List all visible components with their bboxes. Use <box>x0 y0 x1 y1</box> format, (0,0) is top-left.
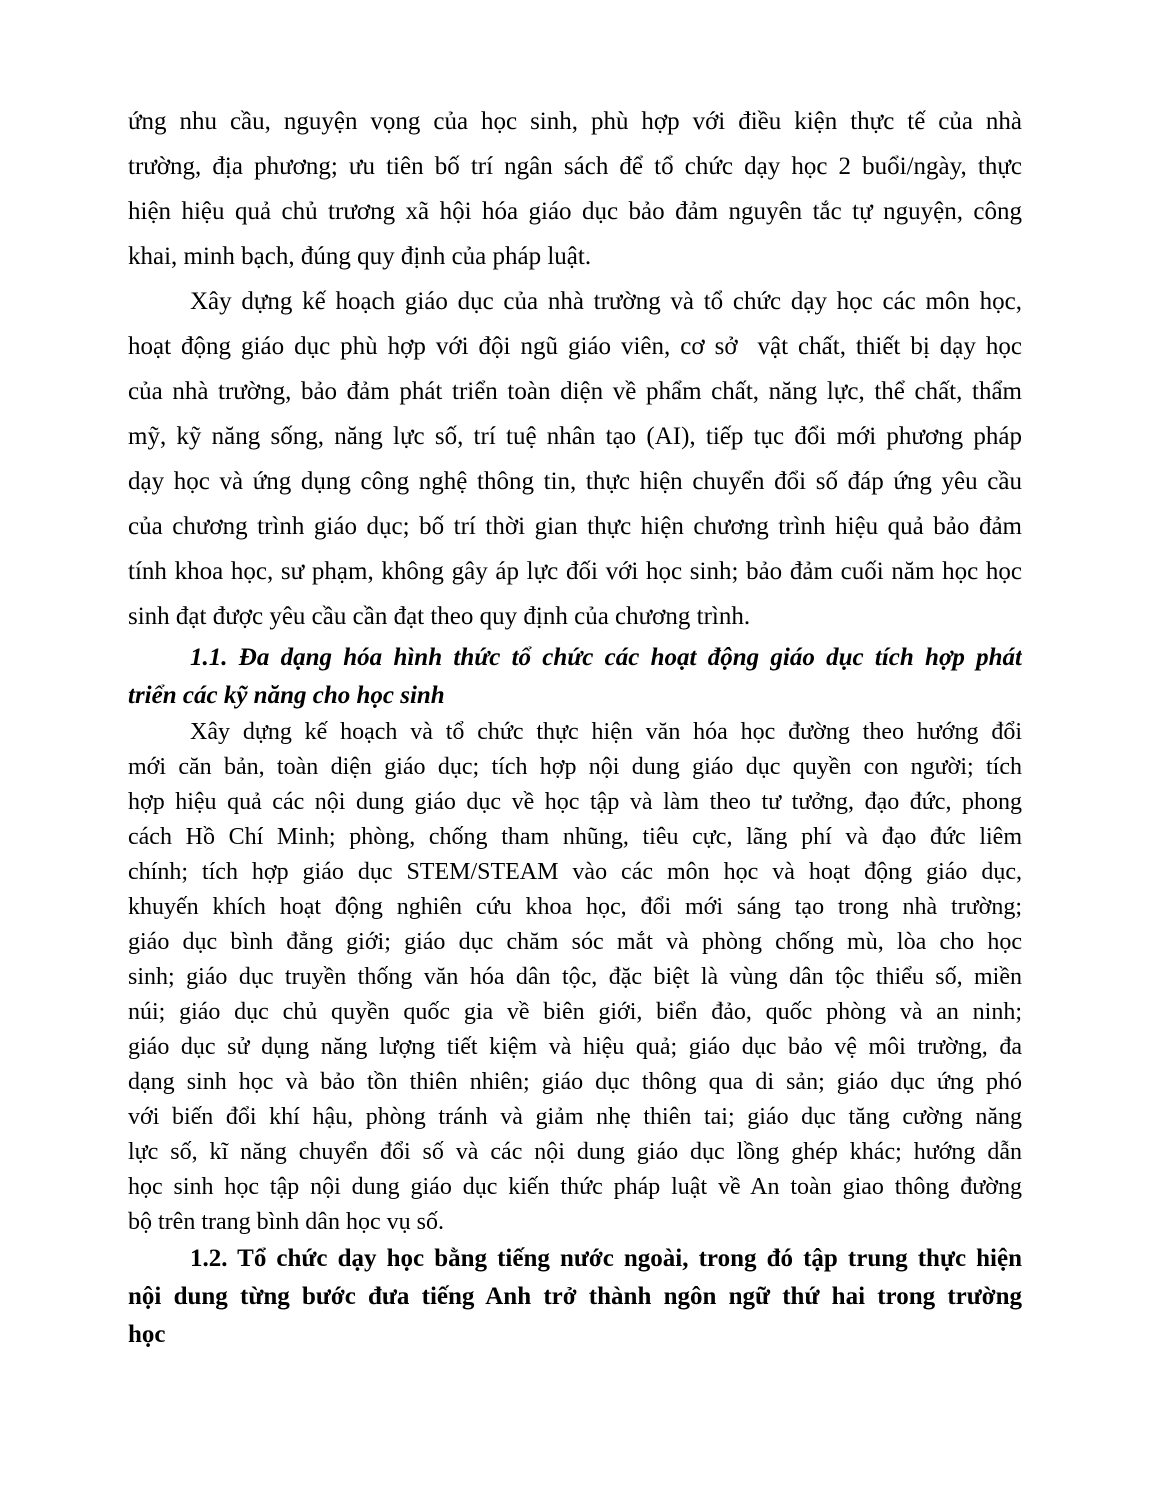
text-line: dạy học và ứng dụng công nghệ thông tin, thực hiện chuyển đổi số đáp ứng yêu cầu <box>128 468 1022 495</box>
text-line: của chương trình giáo dục; bố trí thời gian thực hiện chương trình hiệu quả bảo đảm <box>128 513 1022 540</box>
document-content <box>128 99 1022 1354</box>
text-line: lực số, kĩ năng chuyển đổi số và các nội dung giáo dục lồng ghép khác; hướng dẫn <box>128 1139 1022 1165</box>
text-line: của nhà trường, bảo đảm phát triển toàn diện về phẩm chất, năng lực, thể chất, thẩm <box>128 378 1022 405</box>
text-line: 1.1. Đa dạng hóa hình thức tổ chức các hoạt động giáo dục tích hợp phát <box>190 644 1022 671</box>
paragraph-education-plan <box>128 279 1022 639</box>
text-line: nội dung từng bước đưa tiếng Anh trở thành ngôn ngữ thứ hai trong trường <box>128 1283 1022 1310</box>
text-line: giáo dục bình đẳng giới; giáo dục chăm sóc mắt và phòng chống mù, lòa cho học <box>128 929 1022 955</box>
text-line: núi; giáo dục chủ quyền quốc gia về biên giới, biển đảo, quốc phòng và an ninh; <box>128 999 1022 1025</box>
paragraph-integrated-education <box>128 715 1022 1240</box>
text-line: ứng nhu cầu, nguyện vọng của học sinh, phù hợp với điều kiện thực tế của nhà <box>128 108 1022 135</box>
text-line: hợp hiệu quả các nội dung giáo dục về học tập và làm theo tư tưởng, đạo đức, phong <box>128 789 1022 815</box>
text-line: triển các kỹ năng cho học sinh <box>128 682 445 709</box>
text-line: sinh đạt được yêu cầu cần đạt theo quy định của chương trình. <box>128 603 751 630</box>
heading-1-1 <box>128 639 1022 715</box>
text-line: tính khoa học, sư phạm, không gây áp lực đối với học sinh; bảo đảm cuối năm học học <box>128 558 1022 585</box>
text-line: hiện hiệu quả chủ trương xã hội hóa giáo dục bảo đảm nguyên tắc tự nguyện, công <box>128 198 1022 225</box>
text-line: học sinh học tập nội dung giáo dục kiến thức pháp luật về An toàn giao thông đường <box>128 1174 1022 1200</box>
text-line: khai, minh bạch, đúng quy định của pháp luật. <box>128 243 592 270</box>
text-line: với biến đổi khí hậu, phòng tránh và giảm nhẹ thiên tai; giáo dục tăng cường năng <box>128 1104 1022 1130</box>
text-line: học <box>128 1321 166 1348</box>
text-line: chính; tích hợp giáo dục STEM/STEAM vào các môn học và hoạt động giáo dục, <box>128 859 1022 885</box>
text-line: mỹ, kỹ năng sống, năng lực số, trí tuệ nhân tạo (AI), tiếp tục đổi mới phương pháp <box>128 423 1022 450</box>
text-line: giáo dục sử dụng năng lượng tiết kiệm và hiệu quả; giáo dục bảo vệ môi trường, đa <box>128 1034 1022 1060</box>
heading-1-2 <box>128 1240 1022 1354</box>
text-line: trường, địa phương; ưu tiên bố trí ngân sách để tổ chức dạy học 2 buổi/ngày, thực <box>128 153 1022 180</box>
text-line: sinh; giáo dục truyền thống văn hóa dân tộc, đặc biệt là vùng dân tộc thiểu số, miền <box>128 964 1022 990</box>
text-line: Xây dựng kế hoạch và tổ chức thực hiện văn hóa học đường theo hướng đổi <box>190 719 1022 745</box>
text-line: bộ trên trang bình dân học vụ số. <box>128 1209 444 1235</box>
text-line: 1.2. Tổ chức dạy học bằng tiếng nước ngoài, trong đó tập trung thực hiện <box>190 1245 1022 1272</box>
paragraph-continuation <box>128 99 1022 279</box>
text-line: hoạt động giáo dục phù hợp với đội ngũ giáo viên, cơ sở vật chất, thiết bị dạy học <box>128 333 1022 360</box>
text-line: Xây dựng kế hoạch giáo dục của nhà trường và tổ chức dạy học các môn học, <box>190 288 1022 315</box>
text-line: dạng sinh học và bảo tồn thiên nhiên; giáo dục thông qua di sản; giáo dục ứng phó <box>128 1069 1022 1095</box>
text-line: khuyến khích hoạt động nghiên cứu khoa học, đổi mới sáng tạo trong nhà trường; <box>128 894 1022 920</box>
text-line: mới căn bản, toàn diện giáo dục; tích hợp nội dung giáo dục quyền con người; tích <box>128 754 1022 780</box>
text-line: cách Hồ Chí Minh; phòng, chống tham nhũng, tiêu cực, lãng phí và đạo đức liêm <box>128 824 1022 850</box>
